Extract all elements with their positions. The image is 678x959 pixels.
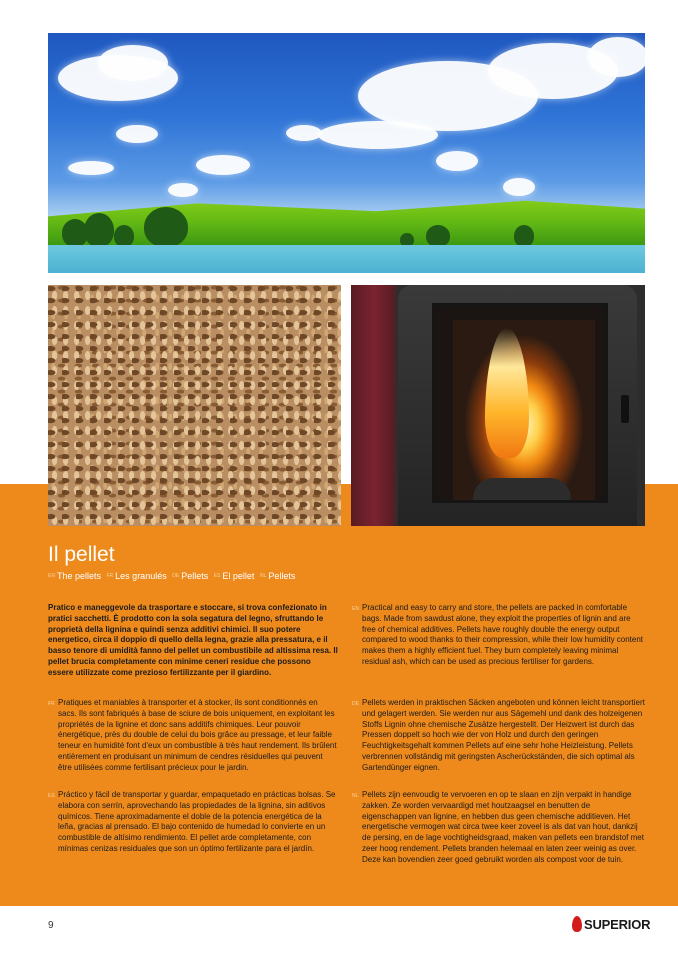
language-subtitle: $^{EN}$ The pellets $^{FR}$ Les granulés $^{DE}$ Pellets $^{ES}$ El pellet $^{NL}$ Pellets (48, 571, 296, 581)
french-text: FR Pratiques et maniables à transporter et à stocker, ils sont conditionnés en sacs. Ils sont fabriqués à base de sciure de bois uniquement, en exploitant les propriétés de la lignine et donc sans additifs chimiques. Leur pouvoir énergétique, près du double de celui du bois grâce au pressage, et leur faible teneur en humidité font d'eux un combustible à très haut rendement. Ils brûlent entièrement en produisant un minimum de cendres résiduelles qui peuvent être utilisées comme fertilisant précieux pour le jardin. (48, 698, 337, 772)
stove-photo (351, 285, 645, 526)
page-number: 9 (48, 920, 54, 931)
german-text: DE Pellets werden in praktischen Säcken angeboten und können leicht transportiert und gelagert werden. Sie werden nur aus Sägemehl und dank des holzeigenen Stoffs Lignin ohne chemische Zusätze hergestellt. Der Heizwert ist durch das Pressen doppelt so hoch wie der von Holz und durch den geringen Feuchtigkeitsgehalt kommen Pellets auf eine sehr hohe Heizleistung. Pellets verbrennen vollständig mit geringsten Ascherückständen, die sich optimal als Gartendünger eignen. (352, 698, 645, 772)
landscape-photo (48, 33, 645, 273)
pellets-photo (48, 285, 341, 526)
italian-text: Pratico e maneggevole da trasportare e stoccare, si trova confezionato in pratici sacchetti. È prodotto con la sola segatura del legno, sfruttando le proprietà della lignina e quindi senza additivi chimici. Il suo potere energetico, circa il doppio di quello della legna, grazie alla pressatura, e il basso tenore di umidità fanno del pellet un combustibile ad altissima resa. Il pellet brucia completamente con minime ceneri residue che possono essere utilizzate come prezioso fertilizzante per il giardino. (48, 603, 338, 677)
flame-icon (572, 916, 582, 932)
english-text: EN Practical and easy to carry and store, the pellets are packed in comfortable bags. Made from sawdust alone, they exploit the properties of lignin and are free of chemical additives. Pellets have roughly double the energy output compared to wood thanks to their compression, while their low humidity content makes them a highly efficient fuel. They burn completely leaving minimal residual ash, which can be used as precious fertiliser for gardens. (352, 603, 644, 666)
dutch-text: NL Pellets zijn eenvoudig te vervoeren en op te slaan en zijn verpakt in handige zakken. Ze worden vervaardigd met houtzaagsel en benutten de eigenschappen van lignine, en hebben dus geen chemische additieven. Het energetische vermogen wat circa twee keer zoveel is als dat van hout, dankzij de persing, en de lage vochtigheidsgraad, maken van pellets een brandstof met zeer hoog rendement. Pellets branden helemaal en laten zeer weinig as over. Deze kan bovendien zeer goed gebruikt worden als compost voor de tuin. (352, 790, 644, 864)
page-title: Il pellet (48, 543, 115, 566)
spanish-text: ES Práctico y fácil de transportar y guardar, empaquetado en prácticas bolsas. Se elabora con serrín, aprovechando las propiedades de la lignina, sin aditivos químicos. Tiene aproximadamente el doble de la potencia energética de la leña, gracias al prensado. El bajo contenido de humedad lo convierte en un combustible de altísimo rendimiento. El pellet arde completamente, con mínimas cenizas residuales que son un óptimo fertilizante para el jardín. (48, 790, 336, 853)
superior-logo: SUPERIOR (572, 914, 650, 934)
